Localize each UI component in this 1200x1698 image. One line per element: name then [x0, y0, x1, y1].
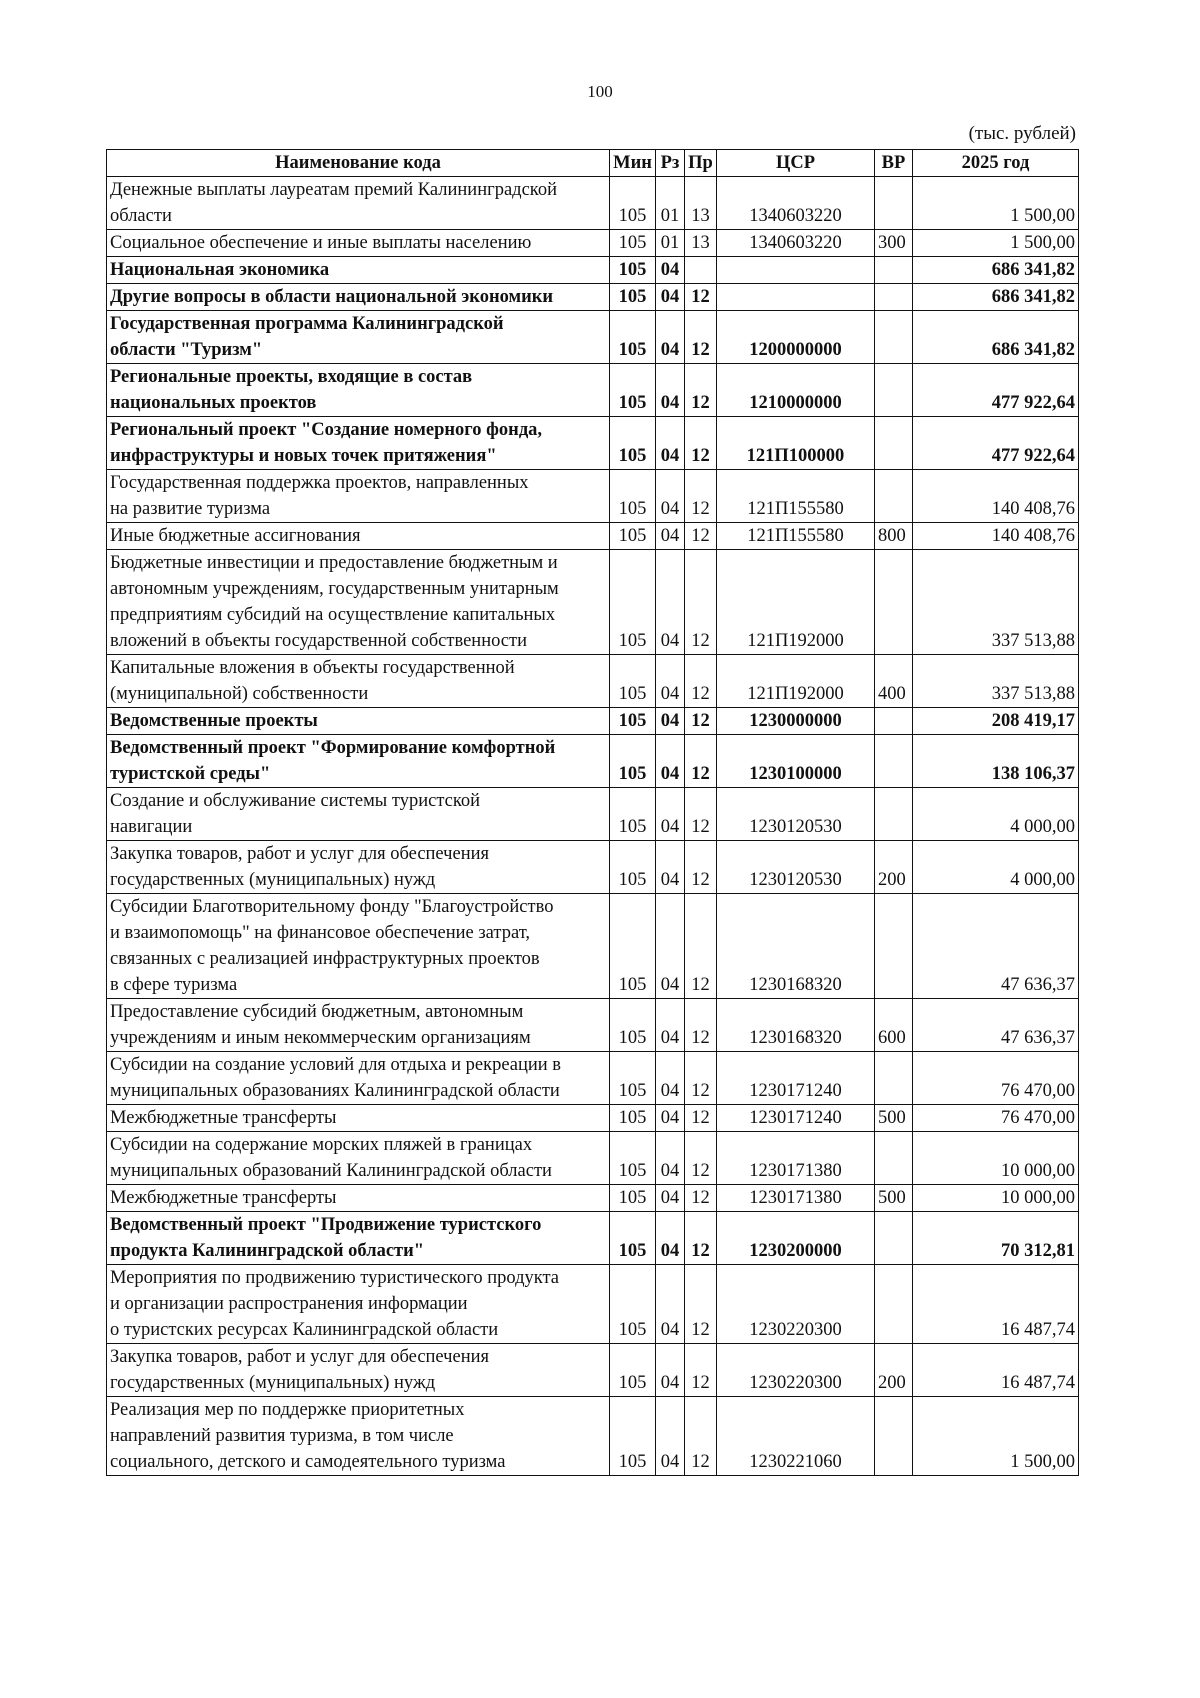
row-csr	[717, 284, 875, 311]
row-vr	[875, 1265, 913, 1344]
row-vr: 400	[875, 655, 913, 708]
table-row	[107, 1132, 1079, 1185]
row-amount: 138 106,37	[913, 735, 1079, 788]
units-label: (тыс. рублей)	[968, 123, 1076, 144]
table-row	[107, 417, 1079, 470]
row-amount: 337 513,88	[913, 655, 1079, 708]
row-rz: 04	[656, 1132, 685, 1185]
row-rz: 01	[656, 230, 685, 257]
row-amount: 70 312,81	[913, 1212, 1079, 1265]
row-rz: 04	[656, 1105, 685, 1132]
row-name: Создание и обслуживание системы туристской навигации	[107, 788, 610, 841]
row-name: Предоставление субсидий бюджетным, автономным учреждениям и иным некоммерческим организациям	[107, 999, 610, 1052]
row-vr	[875, 1212, 913, 1265]
row-csr: 1230168320	[717, 999, 875, 1052]
table-row	[107, 230, 1079, 257]
row-csr: 1340603220	[717, 230, 875, 257]
row-rz: 04	[656, 1344, 685, 1397]
row-name: Субсидии на содержание морских пляжей в границах муниципальных образований Калининградской области	[107, 1132, 610, 1185]
table-row	[107, 1212, 1079, 1265]
row-name: Другие вопросы в области национальной экономики	[107, 284, 610, 311]
row-amount: 16 487,74	[913, 1265, 1079, 1344]
row-name: Ведомственные проекты	[107, 708, 610, 735]
row-name: Межбюджетные трансферты	[107, 1185, 610, 1212]
row-rz: 04	[656, 417, 685, 470]
row-csr: 121П155580	[717, 523, 875, 550]
row-min: 105	[610, 550, 656, 655]
row-name: Государственная программа Калининградской области "Туризм"	[107, 311, 610, 364]
row-csr: 1230220300	[717, 1265, 875, 1344]
row-vr	[875, 1052, 913, 1105]
row-min: 105	[610, 1105, 656, 1132]
row-csr: 1210000000	[717, 364, 875, 417]
table-row	[107, 1265, 1079, 1344]
row-min: 105	[610, 655, 656, 708]
header-row	[107, 150, 1079, 177]
row-min: 105	[610, 894, 656, 999]
row-vr	[875, 311, 913, 364]
row-rz: 04	[656, 1185, 685, 1212]
table-row	[107, 788, 1079, 841]
row-amount: 1 500,00	[913, 1397, 1079, 1476]
row-pr: 12	[685, 1052, 717, 1105]
row-vr	[875, 894, 913, 999]
row-pr: 12	[685, 788, 717, 841]
row-csr: 1230000000	[717, 708, 875, 735]
row-rz: 04	[656, 1212, 685, 1265]
row-pr: 12	[685, 311, 717, 364]
row-csr: 1230120530	[717, 841, 875, 894]
row-min: 105	[610, 1212, 656, 1265]
row-vr	[875, 284, 913, 311]
row-pr: 12	[685, 1212, 717, 1265]
row-name: Межбюджетные трансферты	[107, 1105, 610, 1132]
row-vr	[875, 788, 913, 841]
row-csr: 1230221060	[717, 1397, 875, 1476]
row-csr: 121П100000	[717, 417, 875, 470]
row-vr: 500	[875, 1185, 913, 1212]
row-amount: 10 000,00	[913, 1185, 1079, 1212]
row-rz: 04	[656, 284, 685, 311]
row-csr: 1340603220	[717, 177, 875, 230]
row-vr	[875, 735, 913, 788]
row-pr: 12	[685, 841, 717, 894]
row-name: Иные бюджетные ассигнования	[107, 523, 610, 550]
row-min: 105	[610, 470, 656, 523]
row-rz: 04	[656, 708, 685, 735]
row-name: Капитальные вложения в объекты государственной (муниципальной) собственности	[107, 655, 610, 708]
row-rz: 04	[656, 257, 685, 284]
row-rz: 04	[656, 999, 685, 1052]
table-row	[107, 177, 1079, 230]
row-amount: 337 513,88	[913, 550, 1079, 655]
header-vr: ВР	[875, 150, 913, 177]
table-header	[107, 150, 1079, 177]
row-pr: 12	[685, 1105, 717, 1132]
table-row	[107, 655, 1079, 708]
row-rz: 04	[656, 655, 685, 708]
row-pr: 12	[685, 470, 717, 523]
header-rz: Рз	[656, 150, 685, 177]
row-vr: 600	[875, 999, 913, 1052]
row-min: 105	[610, 364, 656, 417]
table-row	[107, 1397, 1079, 1476]
table-body	[107, 177, 1079, 1476]
row-name: Закупка товаров, работ и услуг для обеспечения государственных (муниципальных) нужд	[107, 1344, 610, 1397]
row-amount: 47 636,37	[913, 999, 1079, 1052]
row-vr: 800	[875, 523, 913, 550]
row-rz: 04	[656, 550, 685, 655]
table-row	[107, 841, 1079, 894]
row-pr	[685, 257, 717, 284]
row-min: 105	[610, 284, 656, 311]
row-vr: 200	[875, 841, 913, 894]
row-name: Реализация мер по поддержке приоритетных направлений развития туризма, в том числе социального, детского и самодеятельного туризма	[107, 1397, 610, 1476]
row-name: Субсидии Благотворительному фонду "Благоустройство и взаимопомощь" на финансовое обеспечение затрат, связанных с реализацией инфраструктурных проектов в сфере туризма	[107, 894, 610, 999]
row-amount: 208 419,17	[913, 708, 1079, 735]
row-csr: 121П192000	[717, 655, 875, 708]
table-row	[107, 1105, 1079, 1132]
row-pr: 12	[685, 655, 717, 708]
row-csr: 1230171240	[717, 1105, 875, 1132]
row-amount: 76 470,00	[913, 1105, 1079, 1132]
table-row	[107, 284, 1079, 311]
row-name: Национальная экономика	[107, 257, 610, 284]
row-csr: 1230100000	[717, 735, 875, 788]
row-vr	[875, 257, 913, 284]
row-csr: 1230171380	[717, 1185, 875, 1212]
row-min: 105	[610, 1132, 656, 1185]
table-row	[107, 257, 1079, 284]
row-pr: 12	[685, 735, 717, 788]
row-pr: 12	[685, 550, 717, 655]
row-vr: 200	[875, 1344, 913, 1397]
row-amount: 686 341,82	[913, 284, 1079, 311]
row-min: 105	[610, 1344, 656, 1397]
row-vr	[875, 708, 913, 735]
row-amount: 1 500,00	[913, 177, 1079, 230]
row-min: 105	[610, 999, 656, 1052]
row-csr: 1230120530	[717, 788, 875, 841]
table-row	[107, 523, 1079, 550]
row-vr	[875, 1132, 913, 1185]
row-vr	[875, 1397, 913, 1476]
header-pr: Пр	[685, 150, 717, 177]
row-rz: 01	[656, 177, 685, 230]
row-name: Бюджетные инвестиции и предоставление бюджетным и автономным учреждениям, государственным унитарным предприятиям субсидий на осуществление капитальных вложений в объекты государственной собственности	[107, 550, 610, 655]
row-name: Региональный проект "Создание номерного фонда, инфраструктуры и новых точек притяжения"	[107, 417, 610, 470]
row-pr: 12	[685, 1265, 717, 1344]
row-pr: 12	[685, 417, 717, 470]
header-amount: 2025 год	[913, 150, 1079, 177]
row-min: 105	[610, 708, 656, 735]
row-amount: 10 000,00	[913, 1132, 1079, 1185]
row-csr: 1230200000	[717, 1212, 875, 1265]
header-name: Наименование кода	[107, 150, 610, 177]
row-name: Ведомственный проект "Формирование комфортной туристской среды"	[107, 735, 610, 788]
row-name: Мероприятия по продвижению туристического продукта и организации распространения информации о туристских ресурсах Калининградской области	[107, 1265, 610, 1344]
row-rz: 04	[656, 788, 685, 841]
row-min: 105	[610, 841, 656, 894]
row-pr: 12	[685, 1185, 717, 1212]
row-csr: 1230220300	[717, 1344, 875, 1397]
row-rz: 04	[656, 364, 685, 417]
row-amount: 4 000,00	[913, 841, 1079, 894]
table-row	[107, 1344, 1079, 1397]
row-min: 105	[610, 1265, 656, 1344]
budget-table	[106, 149, 1079, 1476]
row-amount: 16 487,74	[913, 1344, 1079, 1397]
table-row	[107, 1052, 1079, 1105]
row-csr	[717, 257, 875, 284]
row-pr: 13	[685, 177, 717, 230]
table-row	[107, 550, 1079, 655]
row-vr	[875, 550, 913, 655]
row-amount: 140 408,76	[913, 523, 1079, 550]
table-row	[107, 735, 1079, 788]
row-amount: 477 922,64	[913, 417, 1079, 470]
row-rz: 04	[656, 735, 685, 788]
row-vr	[875, 177, 913, 230]
row-csr: 1200000000	[717, 311, 875, 364]
row-amount: 47 636,37	[913, 894, 1079, 999]
row-pr: 12	[685, 523, 717, 550]
row-csr: 1230171240	[717, 1052, 875, 1105]
row-vr	[875, 417, 913, 470]
row-rz: 04	[656, 523, 685, 550]
row-csr: 121П192000	[717, 550, 875, 655]
header-min: Мин	[610, 150, 656, 177]
row-amount: 686 341,82	[913, 257, 1079, 284]
row-name: Региональные проекты, входящие в состав национальных проектов	[107, 364, 610, 417]
row-pr: 12	[685, 284, 717, 311]
row-min: 105	[610, 735, 656, 788]
row-csr: 1230168320	[717, 894, 875, 999]
row-min: 105	[610, 311, 656, 364]
row-min: 105	[610, 788, 656, 841]
row-amount: 686 341,82	[913, 311, 1079, 364]
row-rz: 04	[656, 470, 685, 523]
row-vr: 300	[875, 230, 913, 257]
row-pr: 12	[685, 894, 717, 999]
row-amount: 4 000,00	[913, 788, 1079, 841]
table-row	[107, 999, 1079, 1052]
row-min: 105	[610, 1397, 656, 1476]
row-rz: 04	[656, 311, 685, 364]
row-vr	[875, 364, 913, 417]
row-name: Государственная поддержка проектов, направленных на развитие туризма	[107, 470, 610, 523]
row-pr: 12	[685, 1344, 717, 1397]
row-name: Социальное обеспечение и иные выплаты населению	[107, 230, 610, 257]
row-min: 105	[610, 177, 656, 230]
row-vr	[875, 470, 913, 523]
row-name: Субсидии на создание условий для отдыха и рекреации в муниципальных образованиях Калининградской области	[107, 1052, 610, 1105]
row-pr: 12	[685, 999, 717, 1052]
row-csr: 121П155580	[717, 470, 875, 523]
row-rz: 04	[656, 1397, 685, 1476]
row-amount: 1 500,00	[913, 230, 1079, 257]
row-name: Ведомственный проект "Продвижение туристского продукта Калининградской области"	[107, 1212, 610, 1265]
row-pr: 12	[685, 364, 717, 417]
table-row	[107, 894, 1079, 999]
table-row	[107, 708, 1079, 735]
row-amount: 477 922,64	[913, 364, 1079, 417]
row-vr: 500	[875, 1105, 913, 1132]
row-pr: 12	[685, 1397, 717, 1476]
table-row	[107, 311, 1079, 364]
row-name: Закупка товаров, работ и услуг для обеспечения государственных (муниципальных) нужд	[107, 841, 610, 894]
row-rz: 04	[656, 1265, 685, 1344]
row-name: Денежные выплаты лауреатам премий Калининградской области	[107, 177, 610, 230]
table-row	[107, 1185, 1079, 1212]
row-pr: 13	[685, 230, 717, 257]
row-csr: 1230171380	[717, 1132, 875, 1185]
table-row	[107, 470, 1079, 523]
row-pr: 12	[685, 708, 717, 735]
row-rz: 04	[656, 841, 685, 894]
row-min: 105	[610, 257, 656, 284]
row-min: 105	[610, 1052, 656, 1105]
row-min: 105	[610, 1185, 656, 1212]
row-min: 105	[610, 230, 656, 257]
row-pr: 12	[685, 1132, 717, 1185]
page-number: 100	[587, 82, 613, 101]
row-amount: 140 408,76	[913, 470, 1079, 523]
row-min: 105	[610, 523, 656, 550]
table-row	[107, 364, 1079, 417]
row-rz: 04	[656, 894, 685, 999]
row-amount: 76 470,00	[913, 1052, 1079, 1105]
row-rz: 04	[656, 1052, 685, 1105]
header-csr: ЦСР	[717, 150, 875, 177]
row-min: 105	[610, 417, 656, 470]
